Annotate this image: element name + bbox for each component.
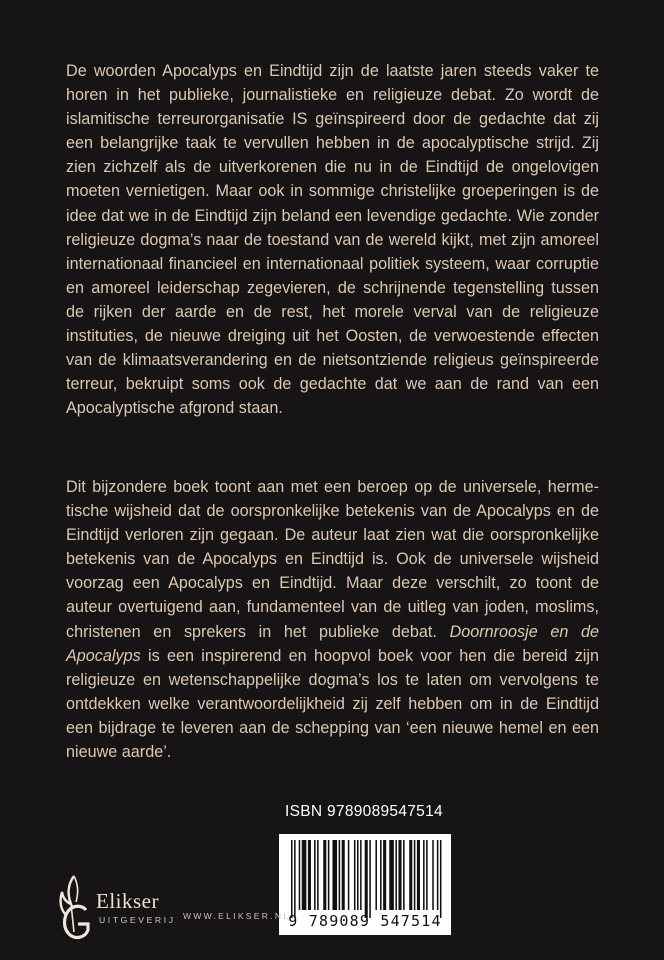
blurb-paragraph-2-text-start: Dit bijzondere boek toont aan met een beroep op de universele, hermetische wijsheid dat de oorspronkelijke betekenis van de Apocalyps en de Eindtijd verloren zijn gegaan. De auteur laat zien wat die oorspronkelijke betekenis van de Apocalyps en Eindtijd is. Ook de universele wijsheid voorzag een Apocalyps en Eindtijd. Maar deze verschilt, zo toont de auteur overtuigend aan, fundamenteel van de uitleg van joden, moslims, christenen en sprekers in het publieke debat. [66, 478, 599, 641]
barcode-bar [294, 840, 296, 918]
barcode-bar [426, 840, 428, 910]
quill-g-logo-icon [52, 872, 98, 942]
barcode-bar [342, 840, 345, 910]
barcode-bar [423, 840, 425, 910]
barcode-bar [403, 840, 405, 910]
barcode-bar [332, 840, 337, 910]
barcode-bar [348, 840, 350, 910]
barcode-bar [365, 840, 368, 918]
barcode-bar [414, 840, 416, 910]
barcode-bar [291, 840, 293, 918]
isbn-label: ISBN 9789089547514 [285, 803, 443, 820]
publisher-website: WWW.ELIKSER.NL [183, 911, 291, 921]
barcode-number: 9 789089 547514 [288, 912, 442, 930]
barcode-bar [354, 840, 356, 910]
barcode-bar [314, 840, 316, 910]
barcode-bar [339, 840, 341, 910]
blurb-paragraph-2-text-end: is een inspirerend en hoopvol boek voor hen die bereid zijn religieuze en wetenschappelijke dogma’s los te laten om vervolgens te ontdekken welke verantwoordelijkheid zij zelf hebben om in de Eindtijd een bijdrage te leveren aan de schepping van ‘een nieuwe hemel en een nieuwe aarde’. [66, 646, 599, 762]
barcode-bar [395, 840, 397, 910]
publisher-name: Elikser [96, 889, 159, 913]
barcode-bar [328, 840, 330, 910]
barcode-bar [323, 840, 326, 910]
barcode-bar [380, 840, 382, 910]
barcode-bar [317, 840, 319, 910]
barcode [279, 834, 451, 935]
barcode-bar [360, 840, 362, 910]
barcode-bar [398, 840, 401, 910]
barcode-bar [308, 840, 311, 910]
barcode-bar [432, 840, 434, 910]
barcode-bar [417, 840, 420, 910]
blurb-paragraph-1-text: De woorden Apocalyps en Eindtijd zijn de laatste jaren steeds vaker te horen in het publieke, journalistieke en religieuze debat. Zo wordt de islamitische terreurorganisatie IS geïnspireerd door de gedachte dat zij een belangrijke taak te vervullen hebben in de apocalyptische strijd. Zij zien zichzelf als de uitverkorenen die nu in de Eindtijd de ongelovigen moeten vernietigen. Maar ook in sommige christelijke groeperingen is de idee dat we in de Eindtijd zijn beland een levendige gedachte. Wie zonder religieuze dogma’s naar de toestand van de wereld kijkt, met zijn amoreel internationaal financieel en internationaal politiek systeem, waar corruptie en amoreel leiderschap zegevieren, de schrijnende tegenstelling tussen de rijken der aarde en de rest, het morele verval van de religieuze instituties, de nieuwe dreiging uit het Oosten, de verwoestende effecten van de klimaatsverandering en de nietsontziende religieus geïnspireerde terreur, bekruipt soms ook de gedachte dat we aan de rand van een Apocalyptische afgrond staan. [66, 62, 599, 418]
barcode-bars [291, 840, 443, 918]
barcode-bar [302, 840, 307, 910]
barcode-bar [369, 840, 371, 918]
publisher-logo [52, 872, 182, 942]
book-title: Doornroosje en de Apocalyps [66, 622, 600, 665]
blurb-paragraph-2 [66, 475, 599, 764]
barcode-bar [409, 840, 412, 910]
barcode-bar [383, 840, 386, 910]
barcode-bar [299, 840, 301, 910]
blurb-paragraph-1 [66, 59, 599, 420]
publisher-subtitle: UITGEVERIJ [99, 915, 176, 925]
barcode-bar [437, 840, 439, 910]
barcode-bar [389, 840, 394, 910]
barcode-bar [375, 840, 377, 910]
barcode-bar [440, 840, 442, 918]
barcode-bar [357, 840, 359, 910]
